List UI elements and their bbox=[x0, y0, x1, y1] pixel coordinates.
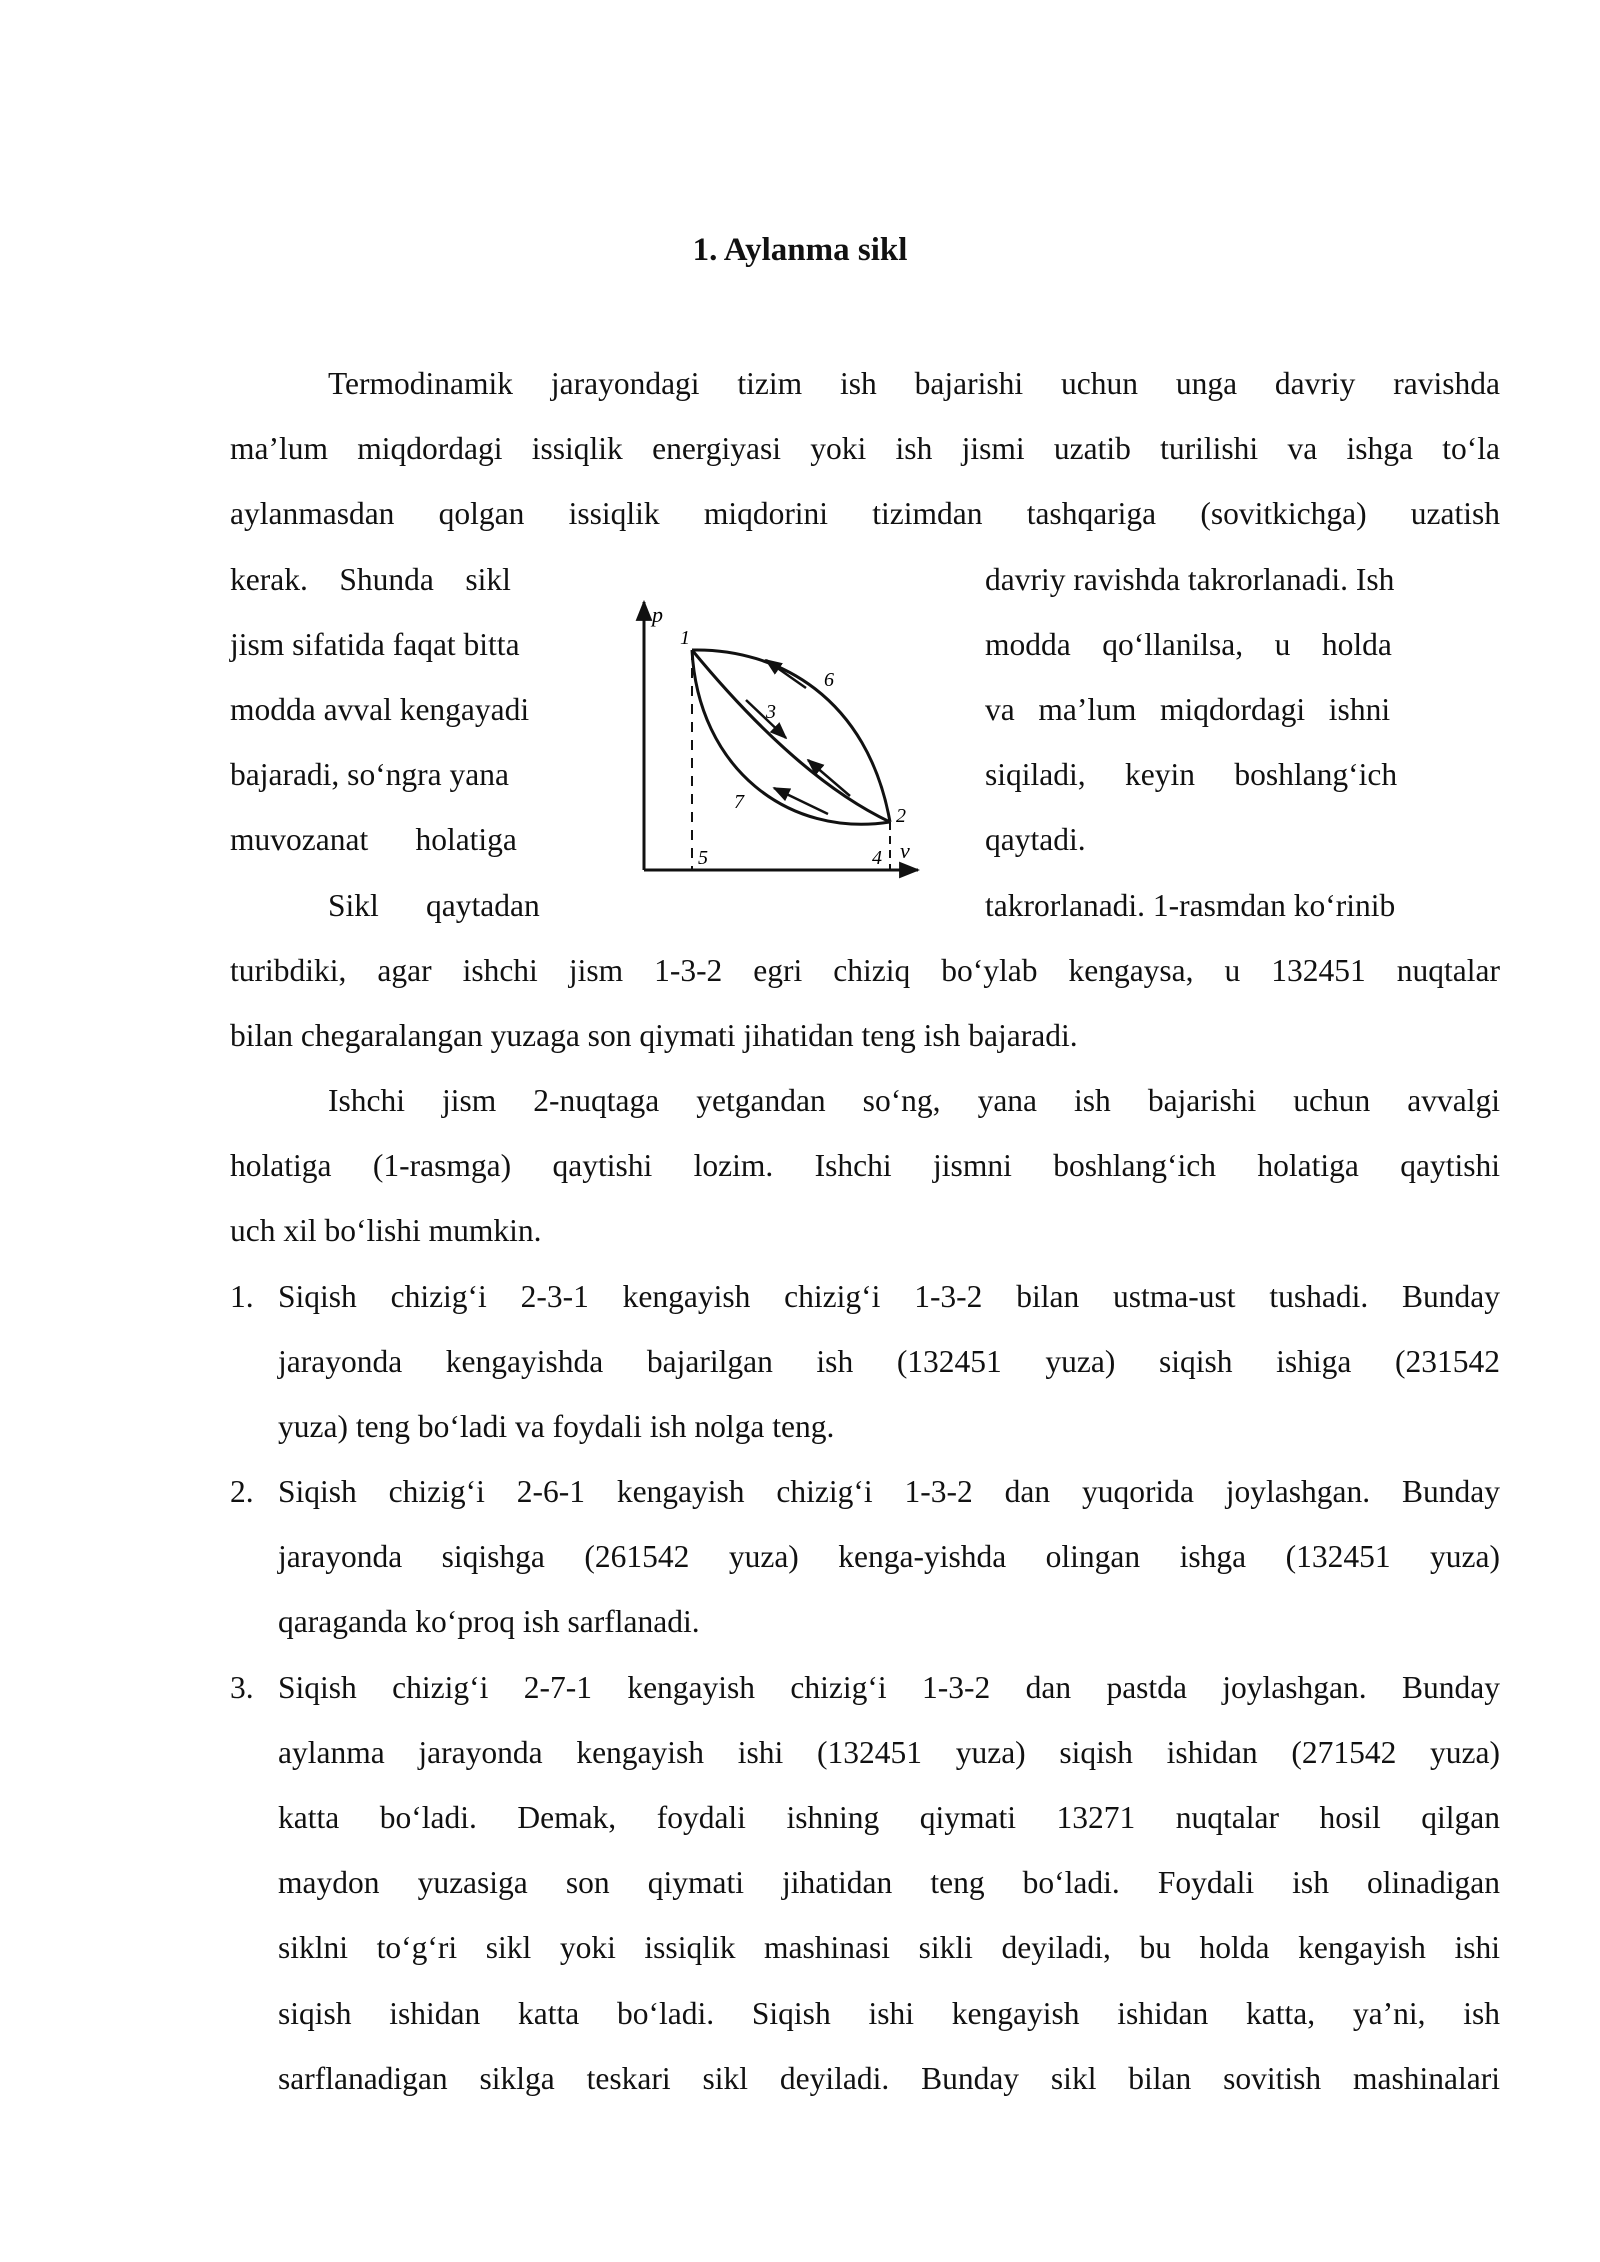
list-item-line: jarayonda kengayishda bajarilgan ish (132451 yuza) siqish ishiga (231542 bbox=[278, 1344, 1500, 1379]
axis-label-v: v bbox=[900, 838, 910, 863]
wrap-right-line: takrorlanadi. 1-rasmdan ko‘rinib bbox=[985, 888, 1396, 923]
list-item-line: maydon yuzasiga son qiymati jihatidan teng bo‘ladi. Foydali ish olinadigan bbox=[278, 1865, 1500, 1900]
point-label-3: 3 bbox=[766, 701, 776, 723]
wrap-right-line: qaytadi. bbox=[985, 822, 1086, 857]
list-item-line: katta bo‘ladi. Demak, foydali ishning qiymati 13271 nuqtalar hosil qilgan bbox=[278, 1800, 1500, 1835]
list-item-line: siqish ishidan katta bo‘ladi. Siqish ishi kengayish ishidan katta, ya’ni, ish bbox=[278, 1996, 1500, 2031]
wrap-right-line: siqiladi, keyin boshlang‘ich bbox=[985, 757, 1398, 792]
wrap-left-line: Sikl qaytadan bbox=[328, 888, 540, 923]
axis-label-p: p bbox=[652, 602, 663, 627]
paragraph-line: Ishchi jism 2-nuqtaga yetgandan so‘ng, yana ish bajarishi uchun avvalgi bbox=[328, 1083, 1500, 1118]
paragraph-line: ma’lum miqdordagi issiqlik energiyasi yoki ish jismi uzatib turilishi va ishga to‘la bbox=[230, 431, 1500, 466]
wrap-right-line: davriy ravishda takrorlanadi. Ish bbox=[985, 562, 1395, 597]
point-label-7: 7 bbox=[734, 791, 744, 813]
list-item-line: qaraganda ko‘proq ish sarflanadi. bbox=[278, 1604, 700, 1639]
list-item-line: aylanma jarayonda kengayish ishi (132451 yuza) siqish ishidan (271542 yuza) bbox=[278, 1735, 1500, 1770]
paragraph-line: holatiga (1-rasmga) qaytishi lozim. Ishchi jismni boshlang‘ich holatiga qaytishi bbox=[230, 1148, 1500, 1183]
paragraph-line: aylanmasdan qolgan issiqlik miqdorini tizimdan tashqariga (sovitkichga) uzatish bbox=[230, 496, 1500, 531]
list-item-line: Siqish chizig‘i 2-3-1 kengayish chizig‘i 1-3-2 bilan ustma-ust tushadi. Bunday bbox=[278, 1279, 1500, 1314]
pv-diagram-figure bbox=[588, 588, 940, 894]
paragraph-line: turibdiki, agar ishchi jism 1-3-2 egri chiziq bo‘ylab kengaysa, u 132451 nuqtalar bbox=[230, 953, 1500, 988]
paragraph-line: uch xil bo‘lishi mumkin. bbox=[230, 1213, 542, 1248]
list-item-line: Siqish chizig‘i 2-7-1 kengayish chizig‘i 1-3-2 dan pastda joylashgan. Bunday bbox=[278, 1670, 1500, 1705]
list-number: 2. bbox=[230, 1474, 254, 1509]
page-title: 1. Aylanma sikl bbox=[692, 232, 908, 268]
list-item-line: yuza) teng bo‘ladi va foydali ish nolga teng. bbox=[278, 1409, 835, 1444]
list-item-line: sarflanadigan siklga teskari sikl deyiladi. Bunday sikl bilan sovitish mashinalari bbox=[278, 2061, 1500, 2096]
paragraph-line: Termodinamik jarayondagi tizim ish bajarishi uchun unga davriy ravishda bbox=[328, 366, 1500, 401]
list-item-line: jarayonda siqishga (261542 yuza) kenga-yishda olingan ishga (132451 yuza) bbox=[278, 1539, 1500, 1574]
wrap-left-line: muvozanat holatiga bbox=[230, 822, 517, 857]
list-item-line: siklni to‘g‘ri sikl yoki issiqlik mashinasi sikli deyiladi, bu holda kengayish ishi bbox=[278, 1930, 1500, 1965]
arrow-3-up bbox=[808, 760, 850, 796]
pv-diagram bbox=[588, 588, 940, 894]
point-label-2: 2 bbox=[896, 805, 906, 827]
arrow-6 bbox=[766, 660, 806, 688]
point-label-4: 4 bbox=[872, 847, 882, 869]
list-number: 3. bbox=[230, 1670, 254, 1705]
wrap-left-line: bajaradi, so‘ngra yana bbox=[230, 757, 509, 792]
wrap-left-line: jism sifatida faqat bitta bbox=[230, 627, 520, 662]
point-label-5: 5 bbox=[698, 847, 708, 869]
wrap-right-line: modda qo‘llanilsa, u holda bbox=[985, 627, 1392, 662]
wrap-left-line: modda avval kengayadi bbox=[230, 692, 530, 727]
list-item-line: Siqish chizig‘i 2-6-1 kengayish chizig‘i 1-3-2 dan yuqorida joylashgan. Bunday bbox=[278, 1474, 1500, 1509]
wrap-right-line: va ma’lum miqdordagi ishni bbox=[985, 692, 1391, 727]
point-label-6: 6 bbox=[824, 669, 834, 691]
list-number: 1. bbox=[230, 1279, 254, 1314]
arrow-7 bbox=[774, 788, 828, 814]
paragraph-line: bilan chegaralangan yuzaga son qiymati jihatidan teng ish bajaradi. bbox=[230, 1018, 1078, 1053]
wrap-left-line: kerak. Shunda sikl bbox=[230, 562, 511, 597]
point-label-1: 1 bbox=[680, 627, 690, 649]
